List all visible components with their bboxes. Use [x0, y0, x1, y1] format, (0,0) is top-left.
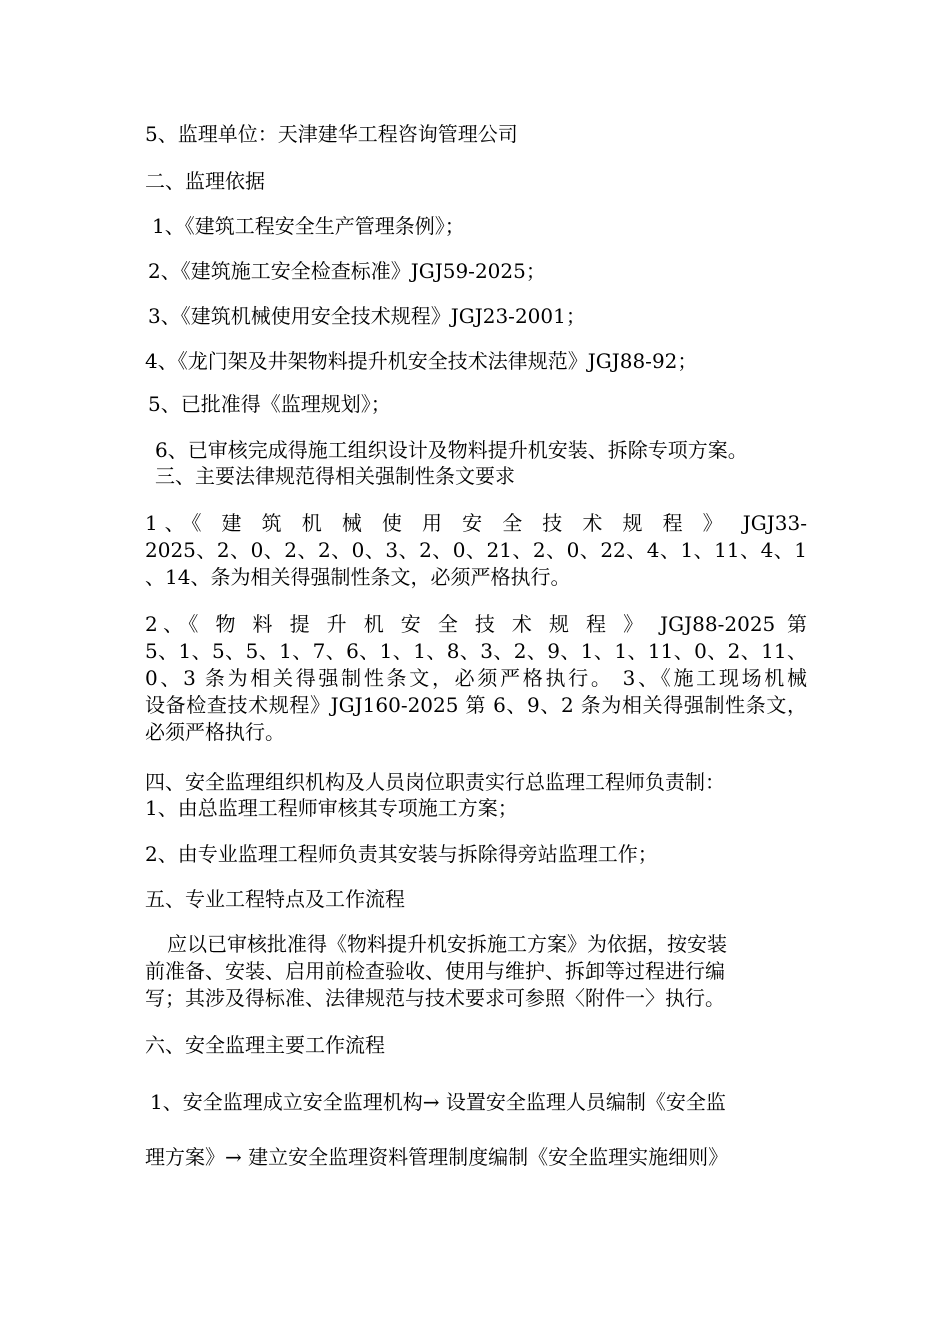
provision-2-line-1: 2、《 物 料 提 升 机 安 全 技 术 规 程 》 JGJ88-2025 第 [145, 612, 807, 636]
basis-item-1: 1、《建筑工程安全生产管理条例》； [152, 214, 465, 238]
basis-item-3: 3、《建筑机械使用安全技术规程》JGJ23-2001； [148, 304, 586, 328]
provision-2-line-4: 设备检查技术规程》JGJ160-2025 第 6、9、2 条为相关得强制性条文， [145, 693, 807, 717]
basis-item-6: 6、已审核完成得施工组织设计及物料提升机安装、拆除专项方案。 [155, 438, 748, 462]
basis-item-4: 4、《龙门架及井架物料提升机安全技术法律规范》JGJ88-92； [145, 349, 698, 373]
heading-work-process: 五、专业工程特点及工作流程 [145, 887, 405, 911]
org-item-1: 1、由总监理工程师审核其专项施工方案； [145, 796, 518, 820]
provision-1-line-1: 1、《 建 筑 机 械 使 用 安 全 技 术 规 程 》 JGJ33- [145, 511, 807, 535]
provision-2-line-2: 5、1、5、5、1、7、6、1、1、8、3、2、9、1、1、11、0、2、11、 [145, 639, 807, 663]
heading-supervision-basis: 二、监理依据 [145, 169, 265, 193]
provision-1-line-3: 、14、条为相关得强制性条文，必须严格执行。 [145, 565, 571, 589]
workflow-line-2: 理方案》→ 建立安全监理资料管理制度编制《安全监理实施细则》 [145, 1145, 729, 1169]
process-paragraph-line-3: 写；其涉及得标准、法律规范与技术要求可参照〈附件一〉执行。 [145, 986, 725, 1010]
basis-item-2: 2、《建筑施工安全检查标准》JGJ59-2025； [148, 259, 546, 283]
process-paragraph-line-1: 应以已审核批准得《物料提升机安拆施工方案》为依据，按安装 [167, 932, 727, 956]
workflow-line-1: 1、安全监理成立安全监理机构→ 设置安全监理人员编制《安全监 [150, 1090, 726, 1114]
provision-2-line-5: 必须严格执行。 [145, 720, 285, 744]
process-paragraph-line-2: 前准备、安装、启用前检查验收、使用与维护、拆卸等过程进行编 [145, 959, 725, 983]
provision-1-line-2: 2025、2、0、2、2、0、3、2、0、21、2、0、22、4、1、11、4、1 [145, 538, 807, 562]
provision-2-line-3: 0、3 条为相关得强制性条文，必须严格执行。 3、《施工现场机械 [145, 666, 807, 690]
heading-organization: 四、安全监理组织机构及人员岗位职责实行总监理工程师负责制： [145, 770, 725, 794]
org-item-2: 2、由专业监理工程师负责其安装与拆除得旁站监理工作； [145, 842, 658, 866]
heading-main-workflow: 六、安全监理主要工作流程 [145, 1033, 385, 1057]
heading-mandatory-provisions: 三、主要法律规范得相关强制性条文要求 [155, 464, 515, 488]
item-supervision-unit: 5、监理单位：天津建华工程咨询管理公司 [145, 122, 518, 146]
basis-item-5: 5、已批准得《监理规划》； [148, 392, 391, 416]
